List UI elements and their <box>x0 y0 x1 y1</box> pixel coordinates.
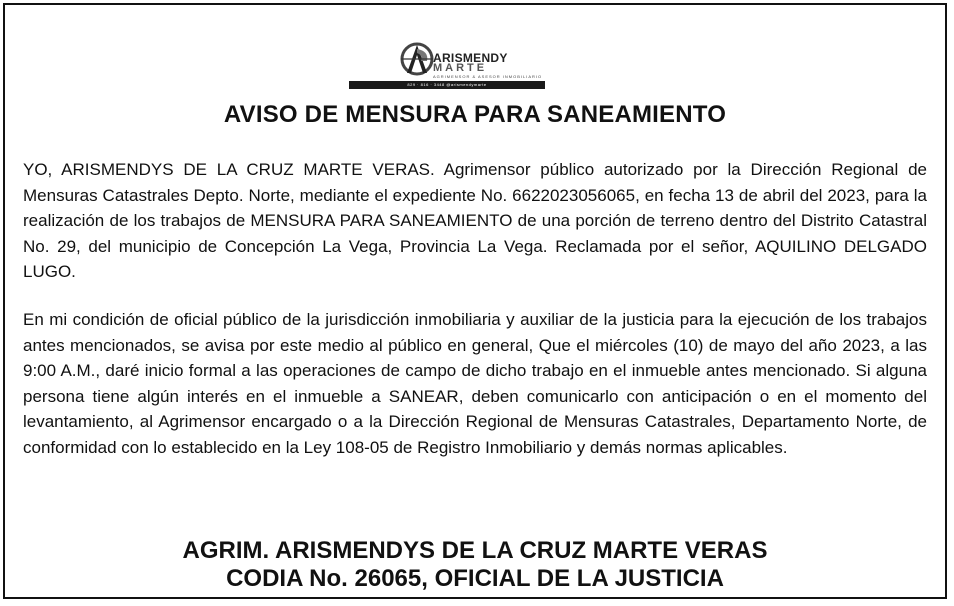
signature-credentials: CODIA No. 26065, OFICIAL DE LA JUSTICIA <box>226 565 724 592</box>
logo-contact-bar: 829 · 816 · 3448 @arismendymarte <box>349 81 545 89</box>
paragraph-1: YO, ARISMENDYS DE LA CRUZ MARTE VERAS. Agrimensor público autorizado por la Dirección Regional de Mensuras Catastrales Depto. Norte, mediante el expediente No. 6622023056065, en fecha 13 de abril del 2023, para la realización de los trabajos de MENSURA PARA SANEAMIENTO de una porción de terreno dentro del Distrito Catastral No. 29, del municipio de Concepción La Vega, Provincia La Vega. Reclamada por el señor, AQUILINO DELGADO LUGO. <box>23 160 927 282</box>
logo-name: ARISMENDY <box>433 51 508 65</box>
surveyor-compass-logo-icon <box>397 39 437 79</box>
company-logo <box>349 39 545 89</box>
signature-name: AGRIM. ARISMENDYS DE LA CRUZ MARTE VERAS <box>182 537 768 564</box>
notice-title: AVISO DE MENSURA PARA SANEAMIENTO <box>223 101 727 128</box>
paragraph-2: En mi condición de oficial público de la jurisdicción inmobiliaria y auxiliar de la justicia para la ejecución de los trabajos antes mencionados, se avisa por este medio al público en general, Que el miércoles (10) de mayo del año 2023, a las 9:00 A.M., daré inicio formal a las operaciones de campo de dicho trabajo en el inmueble antes mencionado. Si alguna persona tiene algún interés en el inmueble a SANEAR, deben comunicarlo con anticipación o en el momento del levantamiento, al Agrimensor encargado o a la Dirección Regional de Mensuras Catastrales, Departamento Norte, de conformidad con lo establecido en la Ley 108-05 de Registro Inmobiliario y demás normas aplicables. <box>23 310 927 457</box>
logo-name-secondary: MARTE <box>433 62 488 74</box>
logo-tagline: AGRIMENSOR & ASESOR INMOBILIARIO <box>433 74 543 79</box>
notice-frame <box>3 3 947 599</box>
